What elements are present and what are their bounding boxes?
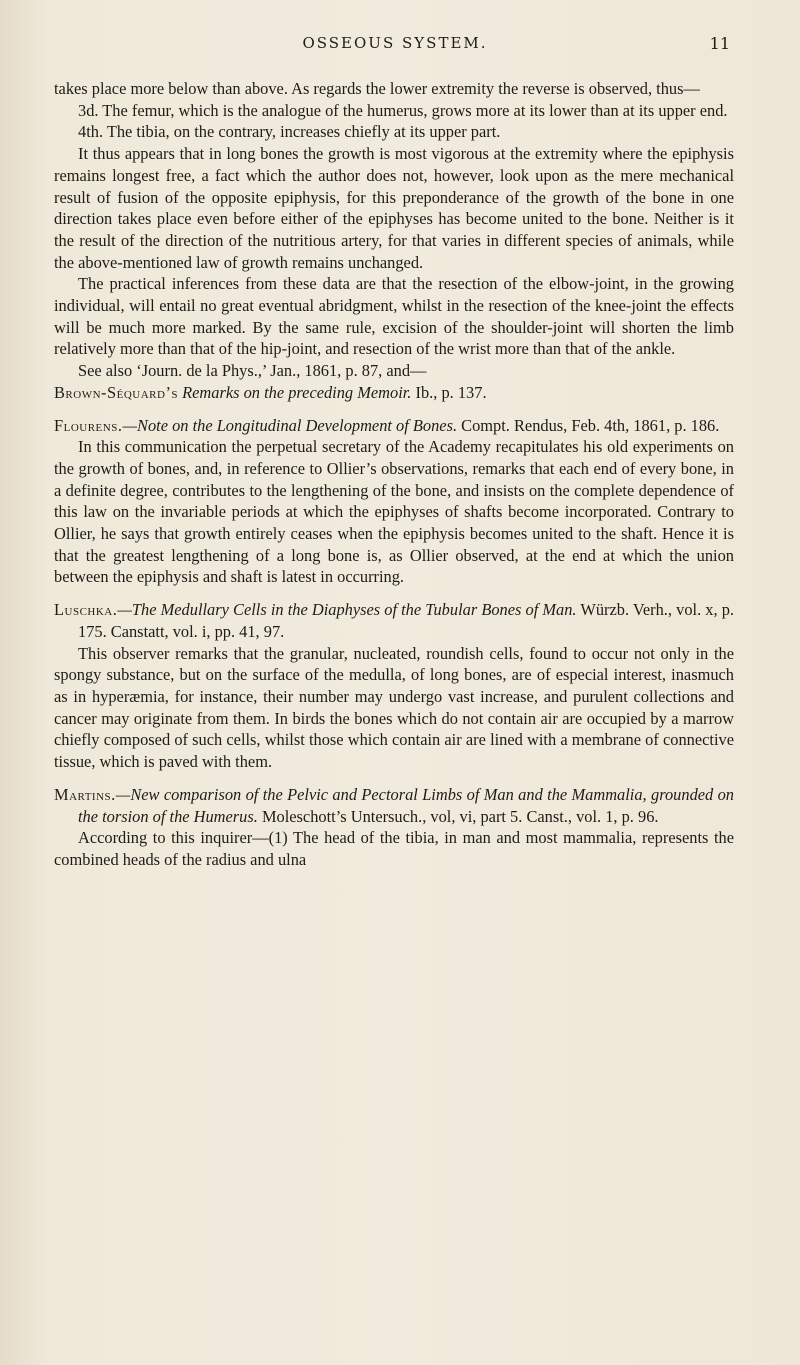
paragraph: The practical inferences from these data are that the resection of the elbow-joint, in the growing individual, will entail no great eventual abridgment, whilst in the resection of the knee-joint the effects will be much more marked. By the same rule, excision of the shoulder-joint will shorten the limb relatively more than that of the hip-joint, and resection of the wrist more than that of the ankle. [54, 274, 734, 359]
paragraph: It thus appears that in long bones the growth is most vigorous at the extremity where the epiphysis remains longest free, a fact which the author does not, however, look upon as the mere mechanical result of fusion of the opposite epiphysis, for this preponderance of the growth of the bone in one direction takes place even before either of the epiphyses has become united to the bone. Neither is it the result of the direction of the nutritious artery, for that varies in different species of animals, while the above-mentioned law of growth remains unchanged. [54, 144, 734, 272]
page-body [54, 78, 734, 871]
running-title: OSSEOUS SYSTEM. [302, 34, 488, 52]
reference-note: See also ‘Journ. de la Phys.,’ Jan., 1861, p. 87, and— [78, 361, 427, 381]
reference-entry [54, 382, 734, 404]
paragraph: This observer remarks that the granular, nucleated, roundish cells, found to occur not only in the spongy substance, but on the surface of the medulla, of long bones, are of especial interest, inasmuch as in hyperæmia, for instance, their number may undergo vast increase, and purulent collections and cancer may originate from them. In birds the bones which do not contain air are occupied by a marrow chiefly composed of such cells, whilst those which contain air are lined with a membrane of connective tissue, which is paved with them. [54, 643, 734, 772]
reference-title: —The Medullary Cells in the Diaphyses of the Tubular Bones of Man. [117, 600, 577, 620]
author-name: Martins. [54, 784, 116, 804]
reference-entry [54, 415, 734, 437]
reference-source: Ib., p. 137. [415, 382, 487, 402]
reference-entry [54, 599, 734, 642]
reference-title: —Note on the Longitudinal Development of Bones. [122, 415, 458, 435]
paragraph: In this communication the perpetual secretary of the Academy recapitulates his old experiments on the growth of bones, and, in reference to Ollier’s observations, remarks that each end of every bone, in a definite degree, contributes to the lengthening of the bone, and insists on the complete dependence of this law on the invariable periods at which the epiphyses of shafts become incorporated. Contrary to Ollier, he says that growth entirely ceases when the epiphysis becomes united to the shaft. Hence it is that the greatest lengthening of a long bone is, as Ollier observed, at the end at which the union between the epiphysis and shaft is latest in occurring. [54, 437, 734, 587]
reference-title: —New comparison of the Pelvic and Pectoral Limbs of Man and the Mammalia, grounded on the torsion of the Humerus. [78, 784, 734, 826]
reference-source: Würzb. Verh., vol. x, p. 175. Canstatt, vol. i, pp. 41, 97. [78, 600, 734, 641]
list-item: 4th. The tibia, on the contrary, increases chiefly at its upper part. [78, 122, 501, 142]
author-name: Brown-Séquard’s [54, 382, 179, 402]
reference-title: Remarks on the preceding Memoir. [182, 382, 412, 402]
paragraph: takes place more below than above. As regards the lower extremity the reverse is observed, thus— [54, 79, 700, 98]
paragraph: According to this inquirer—(1) The head of the tibia, in man and most mammalia, represents the combined heads of the radius and ulna [54, 828, 734, 869]
author-name: Flourens. [54, 415, 123, 435]
reference-source: Moleschott’s Untersuch., vol, vi, part 5. Canst., vol. 1, p. 96. [261, 806, 659, 826]
list-item: 3d. The femur, which is the analogue of the humerus, grows more at its lower than at its upper end. [78, 100, 728, 120]
reference-source: Compt. Rendus, Feb. 4th, 1861, p. 186. [461, 415, 720, 435]
running-header [60, 34, 730, 58]
author-name: Luschka. [54, 600, 118, 620]
reference-entry [54, 784, 734, 827]
page-number: 11 [709, 34, 730, 53]
